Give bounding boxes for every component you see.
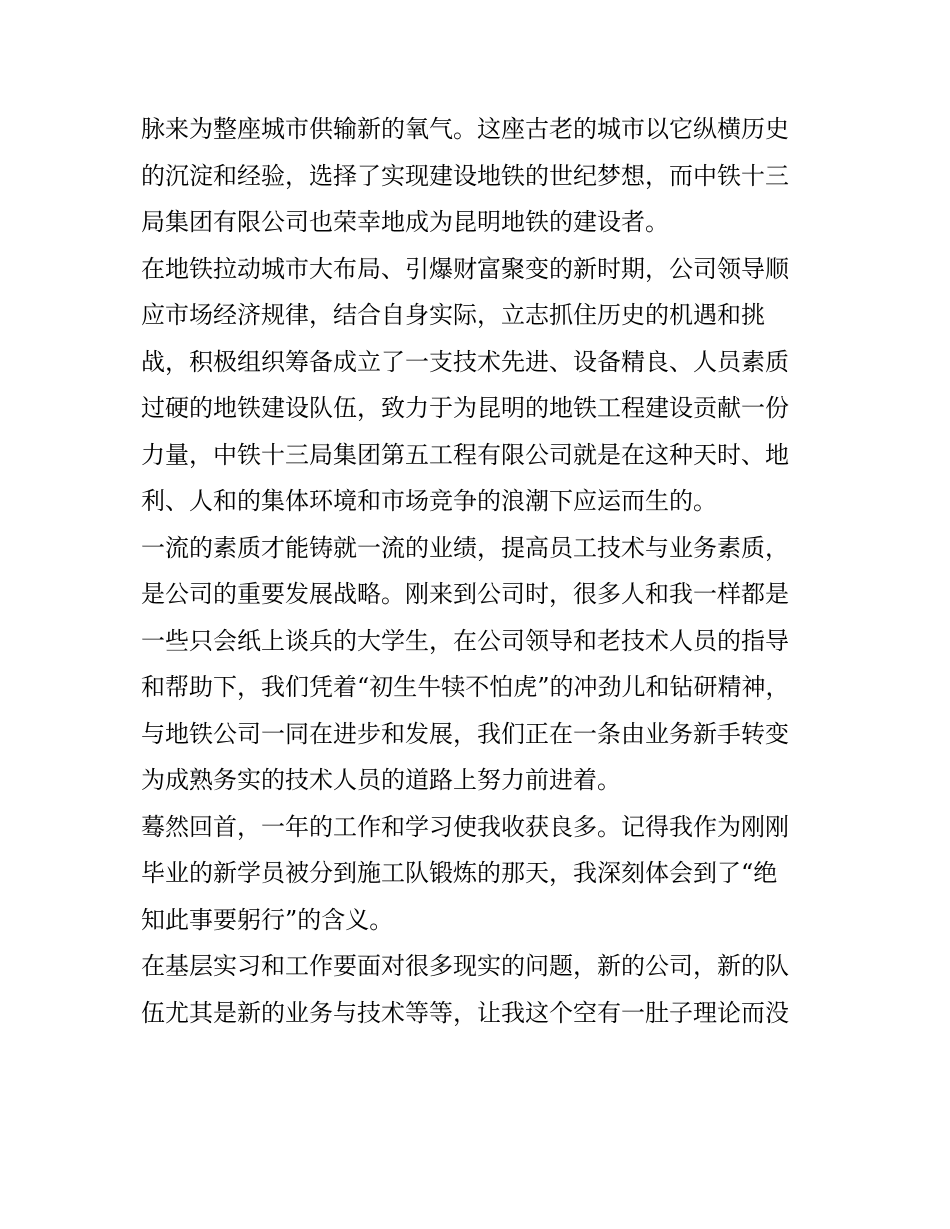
text-line: 战，积极组织筹备成立了一支技术先进、设备精良、人员素质 (141, 347, 789, 376)
text-line: 利、人和的集体环境和市场竞争的浪潮下应运而生的。 (141, 487, 717, 515)
text-line: 伍尤其是新的业务与技术等等，让我这个空有一肚子理论而没 (141, 998, 789, 1027)
text-line: 是公司的重要发展战略。刚来到公司时，很多人和我一样都是 (141, 580, 789, 608)
text-line: 在基层实习和工作要面对很多现实的问题，新的公司，新的队 (141, 952, 789, 980)
text-line: 一些只会纸上谈兵的大学生，在公司领导和老技术人员的指导 (141, 626, 789, 655)
text-line: 一流的素质才能铸就一流的业绩，提高员工技术与业务素质， (141, 533, 789, 562)
text-line: 的沉淀和经验，选择了实现建设地铁的世纪梦想，而中铁十三 (141, 161, 789, 190)
text-line: 力量，中铁十三局集团第五工程有限公司就是在这种天时、地 (141, 440, 789, 469)
text-line: 知此事要躬行”的含义。 (141, 905, 394, 934)
text-line: 应市场经济规律，结合自身实际，立志抓住历史的机遇和挑 (141, 301, 765, 329)
text-line: 局集团有限公司也荣幸地成为昆明地铁的建设者。 (141, 208, 669, 236)
text-line: 为成熟务实的技术人员的道路上努力前进着。 (141, 766, 621, 794)
text-line: 过硬的地铁建设队伍，致力于为昆明的地铁工程建设贡献一份 (141, 394, 789, 422)
text-line: 脉来为整座城市供输新的氧气。这座古老的城市以它纵横历史 (141, 115, 789, 143)
body-text (141, 106, 821, 1036)
text-line: 在地铁拉动城市大布局、引爆财富聚变的新时期，公司领导顺 (141, 254, 789, 283)
text-line: 与地铁公司一同在进步和发展，我们正在一条由业务新手转变 (141, 719, 789, 748)
text-line: 和帮助下，我们凭着“初生牛犊不怕虎”的冲劲儿和钻研精神， (141, 673, 790, 701)
text-line: 蓦然回首，一年的工作和学习使我收获良多。记得我作为刚刚 (141, 812, 789, 841)
text-line: 毕业的新学员被分到施工队锻炼的那天，我深刻体会到了“绝 (141, 859, 778, 887)
